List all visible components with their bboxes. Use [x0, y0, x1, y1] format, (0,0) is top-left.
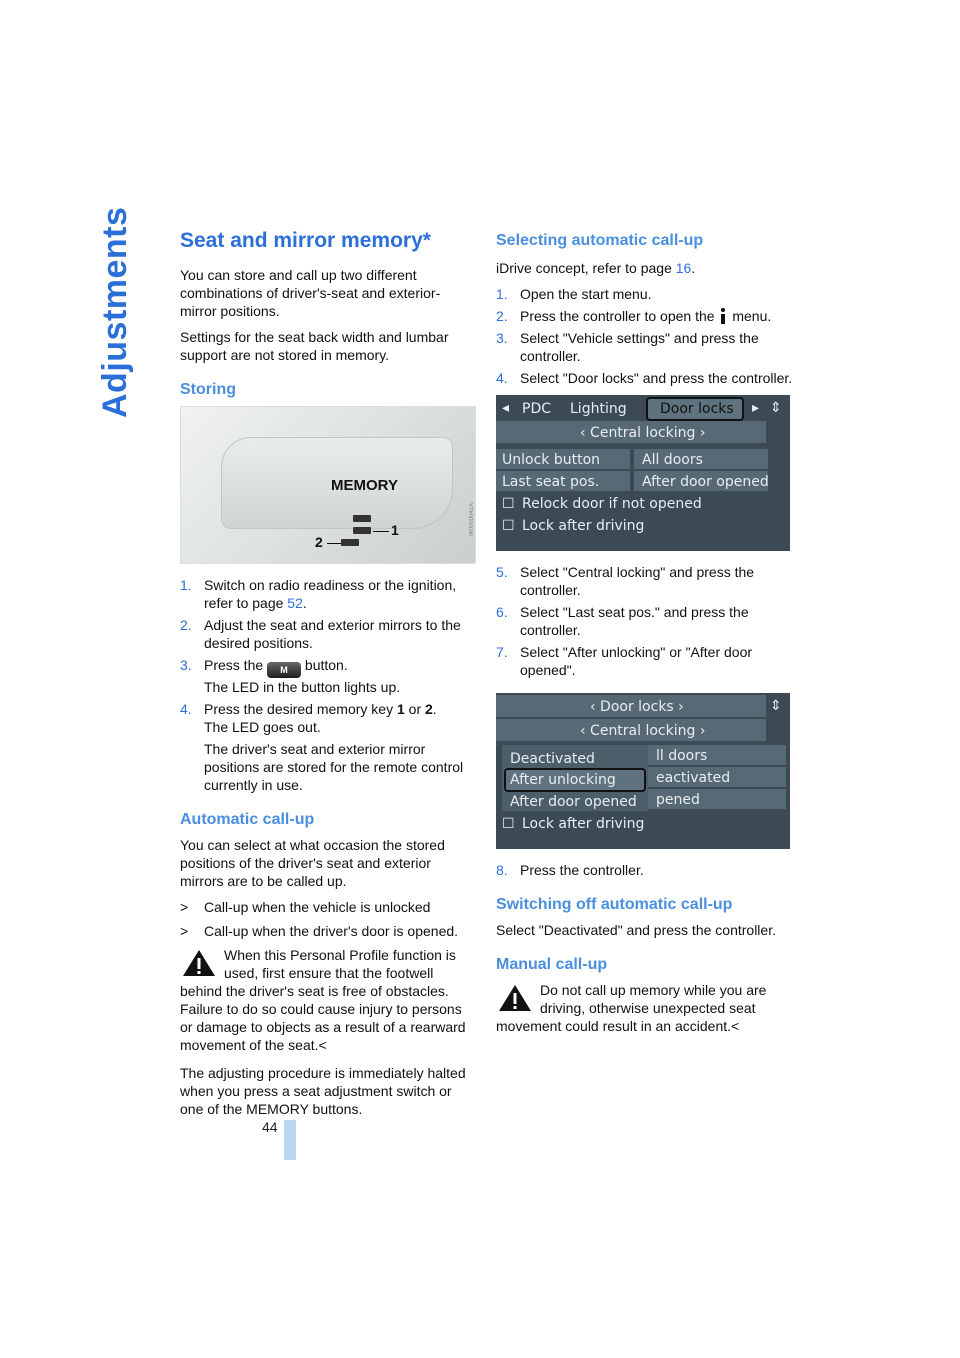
list-item: 5. Select "Central locking" and press the controller. — [496, 564, 755, 598]
list-item: 7. Select "After unlocking" or "After door opened". — [496, 644, 753, 678]
automatic-callup-heading: Automatic call-up — [180, 811, 315, 828]
list-item: 3. Press the M button. The LED in the button lights up. — [180, 657, 401, 695]
list-item: 2. Press the controller to open the menu. — [496, 308, 772, 324]
lock-after-driving-option[interactable]: Lock after driving — [522, 518, 645, 534]
last-seat-pos-row[interactable]: Last seat pos. — [502, 474, 600, 490]
memory-key-2 — [341, 539, 359, 546]
selecting-steps-continued — [496, 563, 796, 679]
list-item: 6. Select "Last seat pos." and press the controller. — [496, 604, 749, 638]
halt-paragraph: The adjusting procedure is immediately halted when you press a seat adjustment switch or one of the MEMORY buttons. — [180, 1065, 466, 1117]
selecting-heading: Selecting automatic call-up — [496, 232, 704, 249]
switching-off-heading: Switching off automatic call-up — [496, 896, 733, 913]
memory-label: MEMORY — [331, 477, 398, 494]
storing-heading: Storing — [180, 381, 236, 398]
list-item: 1. Open the start menu. — [496, 286, 652, 302]
central-locking-header[interactable]: ‹ Central locking › — [580, 425, 706, 441]
central-locking-header[interactable]: ‹ Central locking › — [580, 723, 706, 739]
intro-paragraph: You can store and call up two different combinations of driver's-seat and exterior-mirror positions. — [180, 267, 441, 319]
door-locks-header[interactable]: ‹ Door locks › — [590, 699, 684, 715]
list-item: > Call-up when the driver's door is opened. — [180, 923, 459, 939]
left-column: Seat and mirror memory* You can store and call up two different combinations of driver's-seat and exterior-mirror positions. Settings for the seat back width and lumbar support are not stored in memory. Storing MEMORY 1 2 W0000042A 1. Switch on radio readiness or the ignition, refer to page 52. 2. Adjust the seat and exterior mirrors to the desired positions. 3. Press the M button. The LED in the button lights up. 4. Press the desired memory key 1 or 2. The LED goes out. The driver's seat and exterior mirror positions are stored for the remote control currently in use. Automatic call-up You can select at what occasion the stored positions of the driver's seat and exterior mirrors are to be called up. > Call-up when the vehicle is unlocked > Call-up when the driver's door is opened. When this Personal Profile function is used, first ensure that the footwell behind the driver's seat is free of obstacles. Failure to do so could cause injury to persons or damage to objects as a result of a rearward movement of the seat.< The adjusting procedure is immediately halted when you press a seat adjustment switch or one of the MEMORY buttons. — [180, 228, 476, 1126]
lock-after-driving-option[interactable]: Lock after driving — [522, 816, 645, 832]
callout-line-1 — [373, 531, 389, 532]
section-title: Seat and mirror memory* — [180, 229, 431, 252]
callout-1: 1 — [391, 522, 399, 538]
memory-key-upper — [353, 515, 371, 522]
scroll-icon[interactable]: ⇕ — [770, 400, 782, 416]
unlock-button-row[interactable]: Unlock button — [502, 452, 601, 468]
side-section-title: Adjustments — [96, 206, 134, 418]
callup-options-list — [180, 898, 476, 940]
behind-value: ll doors — [656, 748, 708, 764]
right-column: Selecting automatic call-up iDrive concept, refer to page 16. 1. Open the start menu. 2. Press the controller to open the menu. 3. Select "Vehicle settings" and press the controller. 4. Select "Door locks" and press the controller. ◂ PDC Lighting Door locks ▸ ‹ Central locking › Unlock button All doors Last seat pos. After door opened ☐ Relock door if not opened ☐ Lock after driving ⇕ 5. Select "Central locking" and press the controller. 6. Select "Last seat pos." and press the controller. 7. Select "After unlocking" or "After door opened". ‹ Door locks › ‹ Central locking › ll doors eactivated pened Deactivated After unlocking After door opened ☐ Lock after driving ⇕ 8. Press the controller. Switching off automatic call-up Select "Deactivated" and press the controller. Manual call-up Do not call up memory while you are driving, otherwise unexpected seat movement could result in an accident.< — [496, 228, 796, 1045]
option-deactivated[interactable]: Deactivated — [510, 751, 595, 767]
behind-value: eactivated — [656, 770, 731, 786]
central-locking-screen — [496, 693, 790, 849]
tab-lighting[interactable]: Lighting — [570, 401, 627, 417]
list-item: 4. Select "Door locks" and press the controller. — [496, 370, 793, 386]
memory-seat-figure — [180, 406, 476, 564]
list-item: 8. Press the controller. — [496, 862, 644, 878]
list-item: 3. Select "Vehicle settings" and press the controller. — [496, 330, 759, 364]
scroll-icon[interactable]: ⇕ — [770, 698, 782, 714]
list-item: > Call-up when the vehicle is unlocked — [180, 899, 431, 915]
memory-key-1 — [353, 527, 371, 534]
tab-door-locks[interactable]: Door locks — [660, 401, 734, 417]
callout-line-2 — [327, 543, 341, 544]
page-marker-bar — [284, 1120, 296, 1160]
warning-note: Do not call up memory while you are driving, otherwise unexpected seat movement could result in an accident.< — [496, 982, 767, 1034]
manual-callup-heading: Manual call-up — [496, 956, 608, 973]
list-item: 2. Adjust the seat and exterior mirrors to the desired positions. — [180, 617, 461, 651]
option-after-unlocking[interactable]: After unlocking — [510, 772, 616, 788]
warning-icon — [182, 949, 216, 977]
checkbox-icon[interactable]: ☐ — [502, 518, 515, 534]
page-link[interactable]: 52 — [287, 595, 303, 611]
checkbox-icon[interactable]: ☐ — [502, 496, 515, 512]
list-item: 4. Press the desired memory key 1 or 2. The LED goes out. The driver's seat and exterior mirror positions are stored for the remote control currently in use. — [180, 701, 464, 793]
list-item: 1. Switch on radio readiness or the ignition, refer to page 52. — [180, 577, 457, 611]
figure-code: W0000042A — [469, 503, 475, 537]
selecting-steps — [496, 285, 796, 387]
final-step — [496, 861, 796, 879]
page-link[interactable]: 16 — [675, 260, 692, 276]
callout-2: 2 — [315, 534, 323, 550]
relock-door-option[interactable]: Relock door if not opened — [522, 496, 702, 512]
behind-value: pened — [656, 792, 700, 808]
info-icon — [718, 308, 728, 324]
left-arrow-icon[interactable]: ◂ — [502, 400, 510, 416]
all-doors-value[interactable]: All doors — [642, 452, 703, 468]
right-arrow-icon[interactable]: ▸ — [752, 400, 760, 416]
after-door-opened-value[interactable]: After door opened — [642, 474, 769, 490]
tab-pdc[interactable]: PDC — [522, 401, 551, 417]
memory-button-icon: M — [267, 662, 301, 678]
intro-paragraph-2: Settings for the seat back width and lumbar support are not stored in memory. — [180, 329, 449, 363]
checkbox-icon[interactable]: ☐ — [502, 816, 515, 832]
storing-steps — [180, 576, 476, 794]
door-locks-screen — [496, 395, 790, 551]
warning-note: When this Personal Profile function is used, first ensure that the footwell behind the driver's seat is free of obstacles. Failure to do so could cause injury to persons or damage to objects as a result of a rearward movement of the seat.< — [180, 947, 466, 1053]
warning-icon — [498, 984, 532, 1012]
option-after-door-opened[interactable]: After door opened — [510, 794, 637, 810]
page-number: 44 — [262, 1119, 278, 1135]
